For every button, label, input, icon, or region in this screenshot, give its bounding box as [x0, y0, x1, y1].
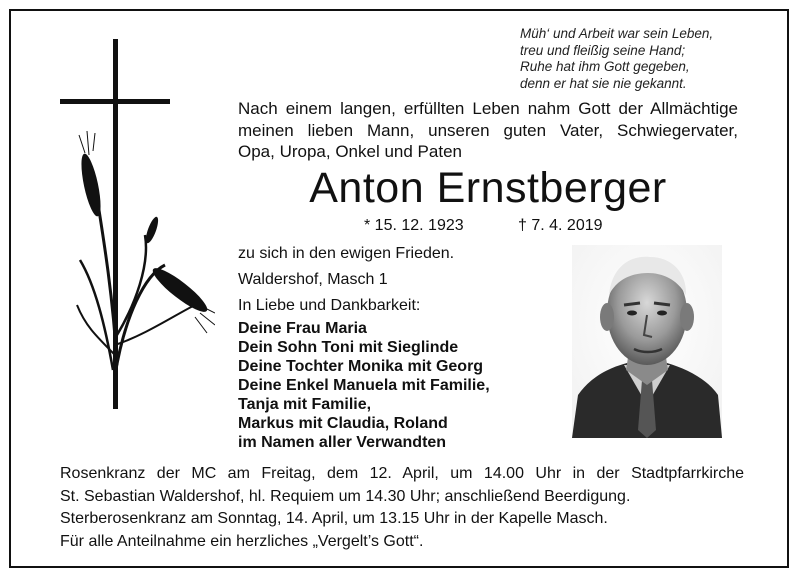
poem [520, 26, 713, 92]
mourner-line: im Namen aller Verwandten [238, 434, 447, 451]
portrait-photo [572, 245, 722, 438]
place-text: Waldershof, Masch 1 [238, 271, 388, 288]
mourner-line: Markus mit Claudia, Roland [238, 415, 448, 432]
death-date: † 7. 4. 2019 [518, 217, 603, 234]
poem-line: denn er hat sie nie gekannt. [520, 75, 687, 91]
poem-line: treu und fleißig seine Hand; [520, 42, 686, 58]
intro-text [238, 98, 738, 163]
footer-line: St. Sebastian Waldershof, hl. Requiem um 14.30 Uhr; anschließend Beerdigung. [60, 487, 631, 505]
deceased-name: Anton Ernstberger [309, 164, 667, 212]
mourner-line: Deine Enkel Manuela mit Familie, [238, 377, 490, 394]
cross-with-wheat-icon [55, 35, 215, 415]
poem-line: Müh‘ und Arbeit war sein Leben, [520, 26, 714, 41]
mourner-line: Tanja mit Familie, [238, 396, 372, 413]
footer-line: Für alle Anteilnahme ein herzliches „Vergelt’s Gott“. [60, 532, 424, 550]
poem-line: Ruhe hat ihm Gott gegeben, [520, 59, 690, 74]
mourner-line: Deine Frau Maria [238, 320, 367, 337]
intro-line: Opa, Uropa, Onkel und Paten [238, 142, 462, 161]
mourner-line: Deine Tochter Monika mit Georg [238, 358, 484, 375]
mourner-line: Dein Sohn Toni mit Sieglinde [238, 339, 459, 356]
birth-date: * 15. 12. 1923 [364, 217, 464, 234]
footer-line: Sterberosenkranz am Sonntag, 14. April, um 13.15 Uhr in der Kapelle Masch. [60, 510, 608, 527]
intro-line: Nach einem langen, erfüllten Leben nahm Gott der Allmächtige [238, 99, 738, 118]
footer-line: Rosenkranz der MC am Freitag, dem 12. April, um 14.00 Uhr in der Stadtpfarrkirche [60, 465, 744, 482]
service-details [60, 463, 744, 553]
mourners-list [238, 319, 490, 452]
gratitude-text: In Liebe und Dankbarkeit: [238, 297, 421, 314]
peace-text: zu sich in den ewigen Frieden. [238, 245, 455, 262]
intro-line: meinen lieben Mann, unseren guten Vater, Schwiegervater, [238, 120, 738, 140]
